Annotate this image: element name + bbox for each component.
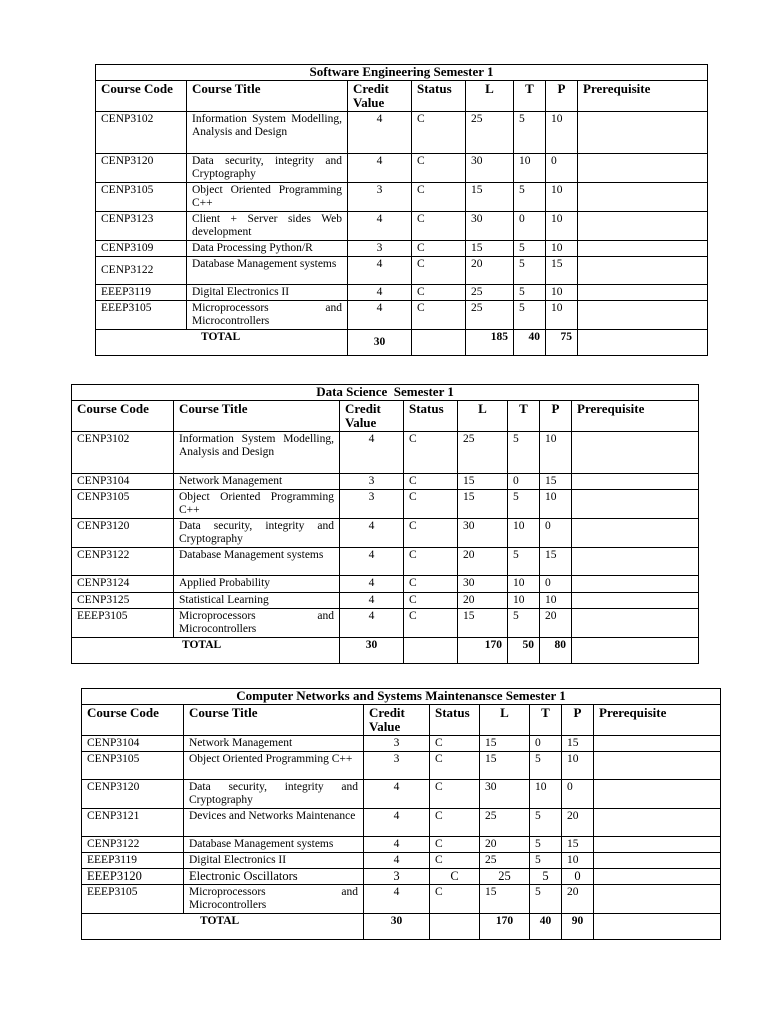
tutorial-hours: 5 <box>530 809 562 837</box>
course-title: Client + Server sides Web development <box>187 212 348 241</box>
table-row <box>82 885 721 914</box>
course-code: EEEP3105 <box>96 301 187 330</box>
table-row <box>72 519 699 548</box>
prerequisite <box>594 736 721 752</box>
total-tutorial: 40 <box>514 330 546 356</box>
status: C <box>430 869 480 885</box>
credit-value: 4 <box>340 593 404 609</box>
course-code: CENP3102 <box>96 112 187 154</box>
lecture-hours: 25 <box>480 809 530 837</box>
credit-value: 4 <box>348 112 412 154</box>
course-code: CENP3122 <box>96 257 187 285</box>
table-row <box>82 809 721 837</box>
prerequisite <box>578 285 708 301</box>
course-code: CENP3120 <box>96 154 187 183</box>
total-label: TOTAL <box>82 914 364 940</box>
practical-hours: 0 <box>546 154 578 183</box>
prerequisite <box>594 885 721 914</box>
header-course-code: Course Code <box>72 401 174 432</box>
course-code: CENP3121 <box>82 809 184 837</box>
header-prerequisite: Prerequisite <box>572 401 699 432</box>
prerequisite <box>594 853 721 869</box>
lecture-hours: 15 <box>480 752 530 780</box>
practical-hours: 15 <box>540 474 572 490</box>
status: C <box>404 576 458 593</box>
header-status: Status <box>430 705 480 736</box>
table-row <box>96 241 708 257</box>
course-code: CENP3123 <box>96 212 187 241</box>
lecture-hours: 25 <box>466 285 514 301</box>
practical-hours: 10 <box>546 285 578 301</box>
status: C <box>404 432 458 474</box>
header-course-title: Course Title <box>187 81 348 112</box>
practical-hours: 10 <box>540 593 572 609</box>
tutorial-hours: 5 <box>530 752 562 780</box>
status: C <box>412 212 466 241</box>
total-status-empty <box>412 330 466 356</box>
tutorial-hours: 5 <box>514 257 546 285</box>
status: C <box>430 853 480 869</box>
prerequisite <box>578 112 708 154</box>
table-row <box>96 183 708 212</box>
practical-hours: 10 <box>562 752 594 780</box>
practical-hours: 15 <box>540 548 572 576</box>
course-title: Electronic Oscillators <box>184 869 364 885</box>
total-practical: 75 <box>546 330 578 356</box>
practical-hours: 20 <box>562 885 594 914</box>
credit-value: 4 <box>340 576 404 593</box>
course-title: Microprocessors and Microcontrollers <box>187 301 348 330</box>
credit-value: 4 <box>340 548 404 576</box>
credit-value: 4 <box>364 809 430 837</box>
table-row <box>72 593 699 609</box>
table-row <box>72 490 699 519</box>
status: C <box>430 736 480 752</box>
header-course-code: Course Code <box>96 81 187 112</box>
table-row <box>96 154 708 183</box>
credit-value: 3 <box>364 736 430 752</box>
tutorial-hours: 5 <box>530 869 562 885</box>
tutorial-hours: 10 <box>508 593 540 609</box>
header-p: P <box>562 705 594 736</box>
course-title: Digital Electronics II <box>184 853 364 869</box>
course-code: CENP3105 <box>82 752 184 780</box>
tutorial-hours: 5 <box>508 490 540 519</box>
practical-hours: 10 <box>562 853 594 869</box>
practical-hours: 10 <box>540 432 572 474</box>
course-code: CENP3105 <box>96 183 187 212</box>
tutorial-hours: 5 <box>508 609 540 638</box>
lecture-hours: 15 <box>458 474 508 490</box>
total-lecture: 185 <box>466 330 514 356</box>
header-t: T <box>514 81 546 112</box>
course-table-software-engineering <box>95 64 708 356</box>
course-table-data-science <box>71 384 699 664</box>
credit-value: 4 <box>340 519 404 548</box>
tutorial-hours: 10 <box>508 576 540 593</box>
tutorial-hours: 0 <box>508 474 540 490</box>
prerequisite <box>594 809 721 837</box>
table-row <box>82 869 721 885</box>
table-row <box>96 285 708 301</box>
tutorial-hours: 5 <box>530 853 562 869</box>
header-course-title: Course Title <box>184 705 364 736</box>
status: C <box>430 809 480 837</box>
header-prerequisite: Prerequisite <box>578 81 708 112</box>
course-title: Digital Electronics II <box>187 285 348 301</box>
credit-value: 3 <box>348 183 412 212</box>
lecture-hours: 25 <box>480 869 530 885</box>
total-status-empty <box>430 914 480 940</box>
table-title: Computer Networks and Systems Maintenansce Semester 1 <box>82 689 721 705</box>
course-code: CENP3124 <box>72 576 174 593</box>
total-lecture: 170 <box>480 914 530 940</box>
prerequisite <box>578 183 708 212</box>
lecture-hours: 25 <box>458 432 508 474</box>
lecture-hours: 30 <box>466 212 514 241</box>
prerequisite <box>578 154 708 183</box>
table-row <box>96 301 708 330</box>
credit-value: 4 <box>340 432 404 474</box>
status: C <box>412 241 466 257</box>
course-code: CENP3105 <box>72 490 174 519</box>
prerequisite <box>594 752 721 780</box>
tutorial-hours: 0 <box>514 212 546 241</box>
total-credit: 30 <box>340 638 404 664</box>
practical-hours: 20 <box>540 609 572 638</box>
course-code: CENP3122 <box>72 548 174 576</box>
header-t: T <box>530 705 562 736</box>
tutorial-hours: 5 <box>508 432 540 474</box>
table-row <box>96 212 708 241</box>
prerequisite <box>572 609 699 638</box>
course-title: Data security, integrity and Cryptography <box>184 780 364 809</box>
lecture-hours: 15 <box>466 241 514 257</box>
course-title: Statistical Learning <box>174 593 340 609</box>
credit-value: 4 <box>364 780 430 809</box>
prerequisite <box>572 519 699 548</box>
lecture-hours: 15 <box>480 736 530 752</box>
prerequisite <box>572 490 699 519</box>
course-code: CENP3102 <box>72 432 174 474</box>
total-row <box>96 330 708 356</box>
header-l: L <box>458 401 508 432</box>
lecture-hours: 30 <box>458 576 508 593</box>
practical-hours: 20 <box>562 809 594 837</box>
practical-hours: 10 <box>546 301 578 330</box>
credit-value: 3 <box>364 752 430 780</box>
course-title: Microprocessors and Microcontrollers <box>174 609 340 638</box>
course-code: CENP3120 <box>72 519 174 548</box>
total-prereq-empty <box>572 638 699 664</box>
header-p: P <box>546 81 578 112</box>
course-title: Network Management <box>184 736 364 752</box>
tutorial-hours: 5 <box>514 301 546 330</box>
credit-value: 4 <box>348 285 412 301</box>
table-row <box>72 548 699 576</box>
header-credit-value: Credit Value <box>364 705 430 736</box>
course-code: EEEP3105 <box>82 885 184 914</box>
status: C <box>412 285 466 301</box>
lecture-hours: 15 <box>466 183 514 212</box>
prerequisite <box>578 301 708 330</box>
tutorial-hours: 5 <box>508 548 540 576</box>
total-row <box>82 914 721 940</box>
status: C <box>404 593 458 609</box>
practical-hours: 10 <box>546 241 578 257</box>
tutorial-hours: 10 <box>530 780 562 809</box>
total-tutorial: 50 <box>508 638 540 664</box>
total-tutorial: 40 <box>530 914 562 940</box>
prerequisite <box>572 432 699 474</box>
practical-hours: 10 <box>540 490 572 519</box>
prerequisite <box>578 212 708 241</box>
credit-value: 3 <box>340 474 404 490</box>
tutorial-hours: 5 <box>514 241 546 257</box>
lecture-hours: 30 <box>466 154 514 183</box>
course-title: Database Management systems <box>174 548 340 576</box>
credit-value: 4 <box>348 154 412 183</box>
total-row <box>72 638 699 664</box>
course-title: Object Oriented Programming C++ <box>187 183 348 212</box>
total-credit: 30 <box>364 914 430 940</box>
table-row <box>72 576 699 593</box>
tutorial-hours: 0 <box>530 736 562 752</box>
course-title: Applied Probability <box>174 576 340 593</box>
header-course-code: Course Code <box>82 705 184 736</box>
course-code: CENP3104 <box>82 736 184 752</box>
prerequisite <box>594 780 721 809</box>
total-label: TOTAL <box>96 330 348 356</box>
course-title: Information System Modelling, Analysis and Design <box>174 432 340 474</box>
course-title: Devices and Networks Maintenance <box>184 809 364 837</box>
header-course-title: Course Title <box>174 401 340 432</box>
course-title: Network Management <box>174 474 340 490</box>
total-prereq-empty <box>594 914 721 940</box>
practical-hours: 0 <box>562 780 594 809</box>
tutorial-hours: 5 <box>514 112 546 154</box>
course-title: Database Management systems <box>187 257 348 285</box>
status: C <box>430 752 480 780</box>
status: C <box>404 548 458 576</box>
status: C <box>404 474 458 490</box>
status: C <box>430 780 480 809</box>
course-code: CENP3104 <box>72 474 174 490</box>
credit-value: 4 <box>348 257 412 285</box>
tutorial-hours: 5 <box>530 837 562 853</box>
course-code: CENP3120 <box>82 780 184 809</box>
status: C <box>404 490 458 519</box>
header-l: L <box>466 81 514 112</box>
course-title: Microprocessors and Microcontrollers <box>184 885 364 914</box>
total-credit: 30 <box>348 330 412 356</box>
prerequisite <box>578 257 708 285</box>
tutorial-hours: 5 <box>514 183 546 212</box>
table-row <box>82 853 721 869</box>
practical-hours: 0 <box>540 519 572 548</box>
credit-value: 3 <box>364 869 430 885</box>
lecture-hours: 20 <box>458 548 508 576</box>
header-t: T <box>508 401 540 432</box>
practical-hours: 15 <box>546 257 578 285</box>
prerequisite <box>594 837 721 853</box>
status: C <box>412 183 466 212</box>
status: C <box>430 885 480 914</box>
prerequisite <box>572 576 699 593</box>
tutorial-hours: 10 <box>508 519 540 548</box>
prerequisite <box>572 474 699 490</box>
header-l: L <box>480 705 530 736</box>
status: C <box>412 112 466 154</box>
table-row <box>82 752 721 780</box>
table-row <box>96 257 708 285</box>
prerequisite <box>572 593 699 609</box>
practical-hours: 0 <box>562 869 594 885</box>
credit-value: 4 <box>364 853 430 869</box>
table-row <box>72 609 699 638</box>
course-title: Data security, integrity and Cryptography <box>174 519 340 548</box>
table-row <box>72 432 699 474</box>
table-row <box>82 780 721 809</box>
prerequisite <box>594 869 721 885</box>
lecture-hours: 30 <box>458 519 508 548</box>
lecture-hours: 20 <box>458 593 508 609</box>
lecture-hours: 25 <box>466 301 514 330</box>
header-status: Status <box>412 81 466 112</box>
course-title: Information System Modelling, Analysis and Design <box>187 112 348 154</box>
header-credit-value: Credit Value <box>348 81 412 112</box>
credit-value: 4 <box>340 609 404 638</box>
table-title: Data Science Semester 1 <box>72 385 699 401</box>
status: C <box>412 257 466 285</box>
prerequisite <box>572 548 699 576</box>
total-status-empty <box>404 638 458 664</box>
header-p: P <box>540 401 572 432</box>
practical-hours: 0 <box>540 576 572 593</box>
course-title: Data Processing Python/R <box>187 241 348 257</box>
course-code: CENP3122 <box>82 837 184 853</box>
status: C <box>412 154 466 183</box>
practical-hours: 10 <box>546 112 578 154</box>
tutorial-hours: 5 <box>514 285 546 301</box>
tutorial-hours: 5 <box>530 885 562 914</box>
lecture-hours: 25 <box>466 112 514 154</box>
status: C <box>404 519 458 548</box>
status: C <box>412 301 466 330</box>
credit-value: 4 <box>364 837 430 853</box>
total-label: TOTAL <box>72 638 340 664</box>
lecture-hours: 20 <box>480 837 530 853</box>
credit-value: 4 <box>348 212 412 241</box>
lecture-hours: 20 <box>466 257 514 285</box>
lecture-hours: 30 <box>480 780 530 809</box>
lecture-hours: 25 <box>480 853 530 869</box>
course-code: CENP3109 <box>96 241 187 257</box>
prerequisite <box>578 241 708 257</box>
total-lecture: 170 <box>458 638 508 664</box>
credit-value: 4 <box>348 301 412 330</box>
total-practical: 80 <box>540 638 572 664</box>
course-title: Data security, integrity and Cryptography <box>187 154 348 183</box>
course-code: EEEP3105 <box>72 609 174 638</box>
table-row <box>82 837 721 853</box>
tutorial-hours: 10 <box>514 154 546 183</box>
header-credit-value: Credit Value <box>340 401 404 432</box>
header-status: Status <box>404 401 458 432</box>
course-code: EEEP3119 <box>96 285 187 301</box>
lecture-hours: 15 <box>458 490 508 519</box>
course-code: CENP3125 <box>72 593 174 609</box>
course-title: Object Oriented Programming C++ <box>184 752 364 780</box>
practical-hours: 15 <box>562 736 594 752</box>
course-table-computer-networks <box>81 688 721 940</box>
course-code: EEEP3120 <box>82 869 184 885</box>
table-title: Software Engineering Semester 1 <box>96 65 708 81</box>
total-practical: 90 <box>562 914 594 940</box>
course-title: Object Oriented Programming C++ <box>174 490 340 519</box>
credit-value: 3 <box>340 490 404 519</box>
table-row <box>82 736 721 752</box>
status: C <box>430 837 480 853</box>
credit-value: 3 <box>348 241 412 257</box>
course-code: EEEP3119 <box>82 853 184 869</box>
practical-hours: 10 <box>546 183 578 212</box>
practical-hours: 10 <box>546 212 578 241</box>
course-title: Database Management systems <box>184 837 364 853</box>
status: C <box>404 609 458 638</box>
table-row <box>72 474 699 490</box>
header-prerequisite: Prerequisite <box>594 705 721 736</box>
practical-hours: 15 <box>562 837 594 853</box>
total-prereq-empty <box>578 330 708 356</box>
table-row <box>96 112 708 154</box>
lecture-hours: 15 <box>458 609 508 638</box>
credit-value: 4 <box>364 885 430 914</box>
lecture-hours: 15 <box>480 885 530 914</box>
